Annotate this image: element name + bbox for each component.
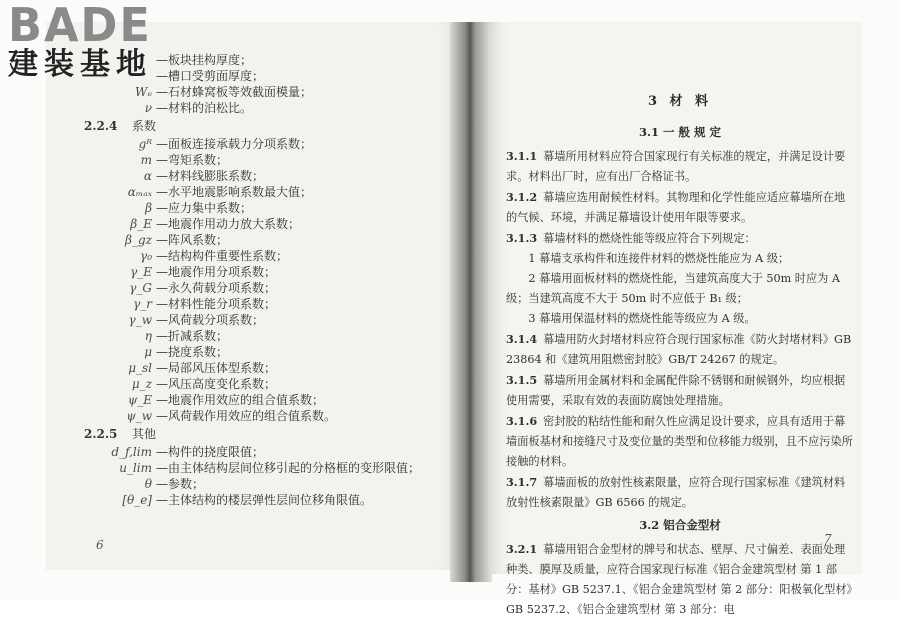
symbol-description: —地震作用动力放大系数； bbox=[156, 217, 301, 231]
symbol-label: ν bbox=[144, 101, 152, 115]
symbol-description: —板块挂构厚度； bbox=[156, 53, 253, 67]
chapter-title: 3 材 料 bbox=[647, 94, 713, 109]
coefficient-row bbox=[84, 200, 414, 216]
section-number: 2.2.5 bbox=[84, 427, 118, 441]
symbol-row bbox=[84, 100, 414, 116]
symbol-description: —参数； bbox=[156, 477, 205, 491]
logo-wordmark: BADE bbox=[8, 0, 152, 52]
symbol-description: —阵风系数； bbox=[156, 233, 229, 247]
symbol-label: γ_E bbox=[130, 265, 152, 279]
bade-logo bbox=[8, 0, 178, 82]
clause-text: 幕墙用铝合金型材的牌号和状态、壁厚、尺寸偏差、表面处理种类、膜厚及质量，应符合国家现行标准《铝合金建筑型材 第 1 部分：基材》GB 5237.1、《铝合金建筑型材 第 2 部分：阳极氧化型材》GB 5237.2、《铝合金建筑型材 第 3 部分：电 bbox=[506, 543, 853, 616]
clause-text: 密封胶的粘结性能和耐久性应满足设计要求，应具有适用于幕墙面板基材和接缝尺寸及变位量的类型和位移能力级别，且不应污染所接触的材料。 bbox=[506, 415, 853, 468]
coefficient-row bbox=[84, 168, 414, 184]
symbol-label: [θ_e] bbox=[122, 493, 152, 507]
symbol-description: —槽口受剪面厚度； bbox=[156, 69, 265, 83]
clause-number: 3.1.5 bbox=[506, 373, 538, 387]
symbol-label: η bbox=[144, 329, 152, 343]
coefficient-row bbox=[84, 408, 414, 424]
symbol-description: —结构构件重要性系数； bbox=[156, 249, 289, 263]
symbol-description: —应力集中系数； bbox=[156, 201, 253, 215]
symbol-description: —水平地震影响系数最大值； bbox=[156, 185, 313, 199]
right-page-content bbox=[506, 92, 854, 620]
section-heading-2-2-5 bbox=[84, 426, 414, 444]
clause-paragraph bbox=[506, 472, 854, 513]
section-number: 2.2.4 bbox=[84, 119, 118, 133]
symbol-label: α bbox=[143, 169, 152, 183]
symbol-label: ψ_w bbox=[126, 409, 152, 423]
clause-text: 幕墙材料的燃烧性能等级应符合下列规定： bbox=[543, 232, 756, 245]
clause-number: 3.1.4 bbox=[506, 332, 538, 346]
symbol-description: —构件的挠度限值； bbox=[156, 445, 265, 459]
symbol-label: γ_r bbox=[133, 297, 152, 311]
coefficient-row bbox=[84, 312, 414, 328]
symbol-description: —面板连接承载力分项系数； bbox=[156, 137, 313, 151]
clause-number: 3.2.1 bbox=[506, 542, 538, 556]
clause-number: 3.1.7 bbox=[506, 475, 538, 489]
symbol-description: —地震作用效应的组合值系数； bbox=[156, 393, 325, 407]
symbol-label: γ_w bbox=[128, 313, 152, 327]
clause-paragraph bbox=[506, 329, 854, 370]
section-title: 系数 bbox=[132, 119, 157, 133]
clause-paragraph bbox=[506, 411, 854, 472]
clause-text: 1 幕墙支承构件和连接件材料的燃烧性能应为 A 级； bbox=[528, 252, 790, 265]
coefficient-row bbox=[84, 264, 414, 280]
symbol-label: θ bbox=[144, 477, 152, 491]
clause-text: 2 幕墙用面板材料的燃烧性能，当建筑高度大于 50m 时应为 A 级；当建筑高度不大于 50m 时不应低于 B₁ 级； bbox=[506, 272, 840, 305]
symbol-description: —风压高度变化系数； bbox=[156, 377, 277, 391]
symbol-label: u_lim bbox=[119, 461, 152, 475]
coefficient-row bbox=[84, 216, 414, 232]
right-page-number: 7 bbox=[824, 532, 832, 546]
symbol-label: m bbox=[140, 153, 152, 167]
symbol-label: β_gz bbox=[125, 233, 152, 247]
coefficient-row bbox=[84, 232, 414, 248]
coefficient-row bbox=[84, 328, 414, 344]
clause-subitem bbox=[506, 269, 854, 309]
symbol-label: β bbox=[145, 201, 152, 215]
clause-subitem bbox=[506, 309, 854, 329]
coefficient-row bbox=[84, 376, 414, 392]
symbol-label: Wₑ bbox=[135, 85, 152, 99]
coefficient-row bbox=[84, 152, 414, 168]
coefficient-row bbox=[84, 344, 414, 360]
symbol-description: —材料线膨胀系数； bbox=[156, 169, 265, 183]
symbol-label: μ_z bbox=[131, 377, 152, 391]
symbol-label: μ_sl bbox=[128, 361, 152, 375]
section-title-3-1: 3.1 一 般 规 定 bbox=[638, 125, 722, 139]
symbol-description: —局部风压体型系数； bbox=[156, 361, 277, 375]
coefficient-row bbox=[84, 360, 414, 376]
symbol-description: —挠度系数； bbox=[156, 345, 229, 359]
clause-number: 3.1.3 bbox=[506, 231, 538, 245]
symbol-description: —地震作用分项系数； bbox=[156, 265, 277, 279]
clause-number: 3.1.6 bbox=[506, 414, 538, 428]
clause-paragraph bbox=[506, 187, 854, 228]
symbol-description: —风荷载分项系数； bbox=[156, 313, 265, 327]
symbol-description: —弯矩系数； bbox=[156, 153, 229, 167]
symbol-label: ψ_E bbox=[127, 393, 152, 407]
other-row bbox=[84, 460, 421, 476]
clause-text: 幕墙用防火封堵材料应符合现行国家标准《防火封堵材料》GB 23864 和《建筑用阻燃密封胶》GB/T 24267 的规定。 bbox=[506, 333, 852, 366]
section-title-3-2: 3.2 铝合金型材 bbox=[639, 518, 721, 532]
symbol-row bbox=[84, 84, 414, 100]
clause-paragraph bbox=[506, 228, 854, 249]
symbol-description: —永久荷载分项系数； bbox=[156, 281, 277, 295]
clause-text: 幕墙所用金属材料和金属配件除不锈钢和耐候钢外，均应根据使用需要，采取有效的表面防腐蚀处理措施。 bbox=[506, 374, 846, 407]
symbol-description: —折减系数； bbox=[156, 329, 229, 343]
symbol-description: —材料的泊松比。 bbox=[156, 101, 253, 115]
clause-text: 幕墙所用材料应符合国家现行有关标准的规定，并满足设计要求。材料出厂时，应有出厂合格证书。 bbox=[506, 150, 846, 183]
other-row bbox=[84, 492, 414, 508]
symbol-description: —材料性能分项系数； bbox=[156, 297, 277, 311]
coefficient-row bbox=[84, 296, 414, 312]
clause-number: 3.1.1 bbox=[506, 149, 538, 163]
other-row bbox=[84, 476, 414, 492]
coefficient-row bbox=[84, 392, 414, 408]
clause-text: 幕墙面板的放射性核素限量，应符合现行国家标准《建筑材料放射性核素限量》GB 6566 的规定。 bbox=[506, 476, 846, 509]
symbol-label: gᴿ bbox=[138, 137, 152, 151]
clause-text: 3 幕墙用保温材料的燃烧性能等级应为 A 级。 bbox=[528, 312, 756, 325]
symbol-label: μ bbox=[144, 345, 152, 359]
logo-subtitle: 建装基地 bbox=[8, 47, 152, 82]
clause-number: 3.1.2 bbox=[506, 190, 538, 204]
symbol-label: d_f,lim bbox=[111, 445, 152, 459]
clause-subitem bbox=[506, 249, 854, 269]
clause-paragraph bbox=[506, 370, 854, 411]
symbol-description: —由主体结构层间位移引起的分格框的变形限值； bbox=[156, 461, 421, 475]
other-row bbox=[84, 444, 414, 460]
symbol-description: —石材蜂窝板等效截面模量； bbox=[156, 85, 313, 99]
symbol-label: αₘₐₓ bbox=[127, 185, 152, 199]
clause-paragraph bbox=[506, 539, 854, 620]
book-gutter bbox=[450, 22, 492, 582]
symbol-label: γ₀ bbox=[140, 249, 152, 263]
left-page-content bbox=[84, 52, 421, 508]
symbol-label: γ_G bbox=[129, 281, 152, 295]
symbol-description: —主体结构的楼层弹性层间位移角限值。 bbox=[156, 493, 373, 507]
clause-text: 幕墙应选用耐候性材料。其物理和化学性能应适应幕墙所在地的气候、环境，并满足幕墙设计使用年限等要求。 bbox=[506, 191, 846, 224]
coefficient-row bbox=[84, 184, 414, 200]
left-page-number: 6 bbox=[96, 538, 104, 552]
section-title: 其他 bbox=[132, 427, 157, 441]
coefficient-row bbox=[84, 280, 414, 296]
symbol-description: —风荷载作用效应的组合值系数。 bbox=[156, 409, 337, 423]
clause-paragraph bbox=[506, 146, 854, 187]
coefficient-row bbox=[84, 248, 414, 264]
section-heading-2-2-4 bbox=[84, 118, 414, 136]
symbol-label: β_E bbox=[130, 217, 152, 231]
coefficient-row bbox=[84, 136, 414, 152]
